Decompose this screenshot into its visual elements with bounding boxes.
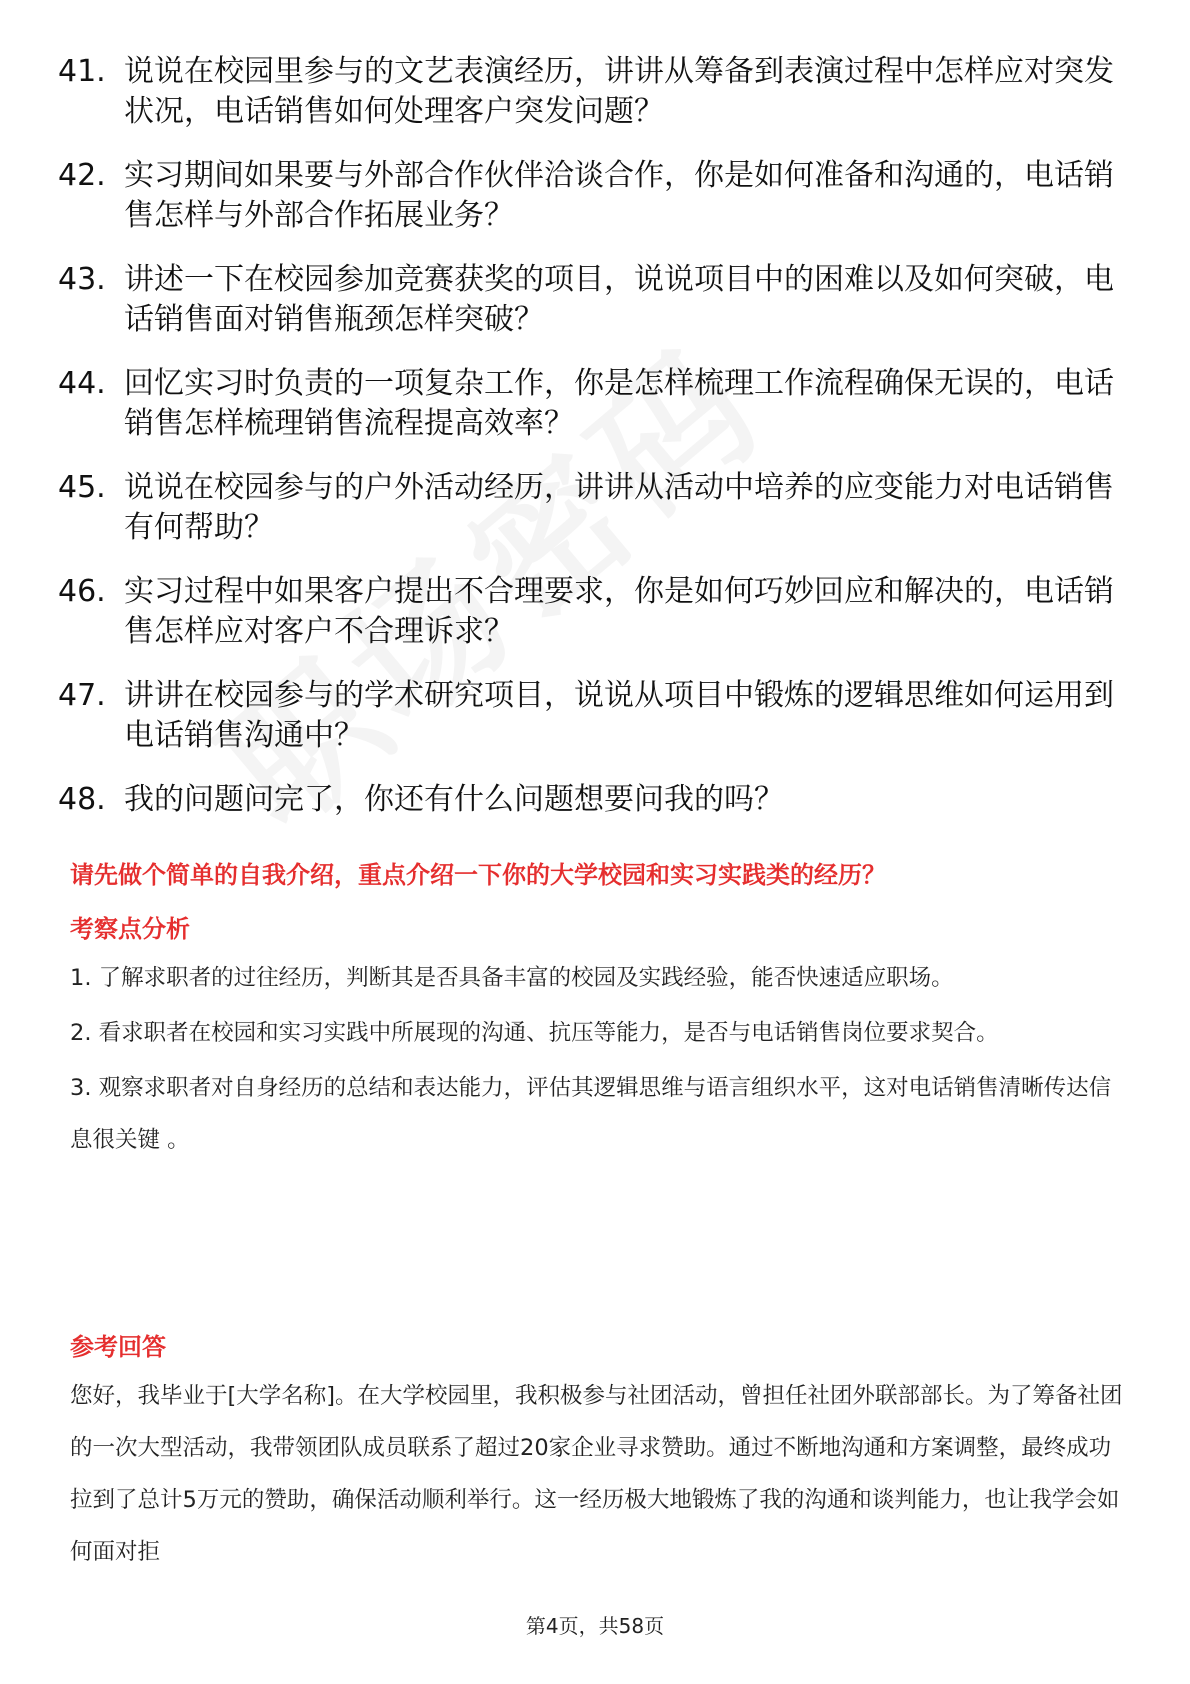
question-text: 回忆实习时负责的一项复杂工作，你是怎样梳理工作流程确保无误的，电话销售怎样梳理销售流程提高效率？ [124,366,1114,441]
question-text: 实习过程中如果客户提出不合理要求，你是如何巧妙回应和解决的，电话销售怎样应对客户不合理诉求？ [124,574,1114,649]
question-number: 48. [58,782,106,817]
reference-section [70,1330,1130,1578]
analysis-section [70,912,1130,1169]
question-list [58,52,1138,844]
question-number: 46. [58,574,106,609]
question-item [58,156,1138,236]
question-number: 45. [58,470,106,505]
question-number: 41. [58,54,106,89]
analysis-item: 2. 看求职者在校园和实习实践中所展现的沟通、抗压等能力，是否与电话销售岗位要求契合。 [70,1020,999,1046]
question-number: 42. [58,158,106,193]
page-footer: 第4页，共58页 [525,1614,665,1638]
reference-answer: 您好，我毕业于[大学名称]。在大学校园里，我积极参与社团活动，曾担任社团外联部部长。为了筹备社团的一次大型活动，我带领团队成员联系了超过20家企业寻求赞助。通过不断地沟通和方案调整，最终成功拉到了总计5万元的赞助，确保活动顺利举行。这一经历极大地锻炼了我的沟通和谈判能力，也让我学会如何面对拒 [70,1383,1123,1565]
question-text: 说说在校园里参与的文艺表演经历，讲讲从筹备到表演过程中怎样应对突发状况，电话销售如何处理客户突发问题？ [124,54,1114,129]
question-text: 实习期间如果要与外部合作伙伴洽谈合作，你是如何准备和沟通的，电话销售怎样与外部合作拓展业务？ [124,158,1114,233]
question-item [58,572,1138,652]
question-text: 我的问题问完了，你还有什么问题想要问我的吗？ [124,782,784,817]
question-item [58,780,1138,820]
question-text: 讲述一下在校园参加竞赛获奖的项目，说说项目中的困难以及如何突破，电话销售面对销售瓶颈怎样突破？ [124,262,1114,337]
main-question-section [70,858,1130,892]
question-text: 讲讲在校园参与的学术研究项目，说说从项目中锻炼的逻辑思维如何运用到电话销售沟通中？ [124,678,1114,753]
main-question: 请先做个简单的自我介绍，重点介绍一下你的大学校园和实习实践类的经历？ [70,861,886,889]
analysis-heading: 考察点分析 [70,915,190,943]
reference-heading: 参考回答 [70,1333,166,1361]
question-number: 47. [58,678,106,713]
question-item [58,260,1138,340]
question-item [58,468,1138,548]
question-item [58,52,1138,132]
analysis-item: 3. 观察求职者对自身经历的总结和表达能力，评估其逻辑思维与语言组织水平，这对电话销售清晰传达信息很关键 。 [70,1075,1112,1153]
analysis-item: 1. 了解求职者的过往经历，判断其是否具备丰富的校园及实践经验，能否快速适应职场。 [70,965,954,991]
question-number: 44. [58,366,106,401]
question-item [58,364,1138,444]
analysis-list [70,952,1130,1166]
question-item [58,676,1138,756]
question-text: 说说在校园参与的户外活动经历，讲讲从活动中培养的应变能力对电话销售有何帮助？ [124,470,1114,545]
question-number: 43. [58,262,106,297]
